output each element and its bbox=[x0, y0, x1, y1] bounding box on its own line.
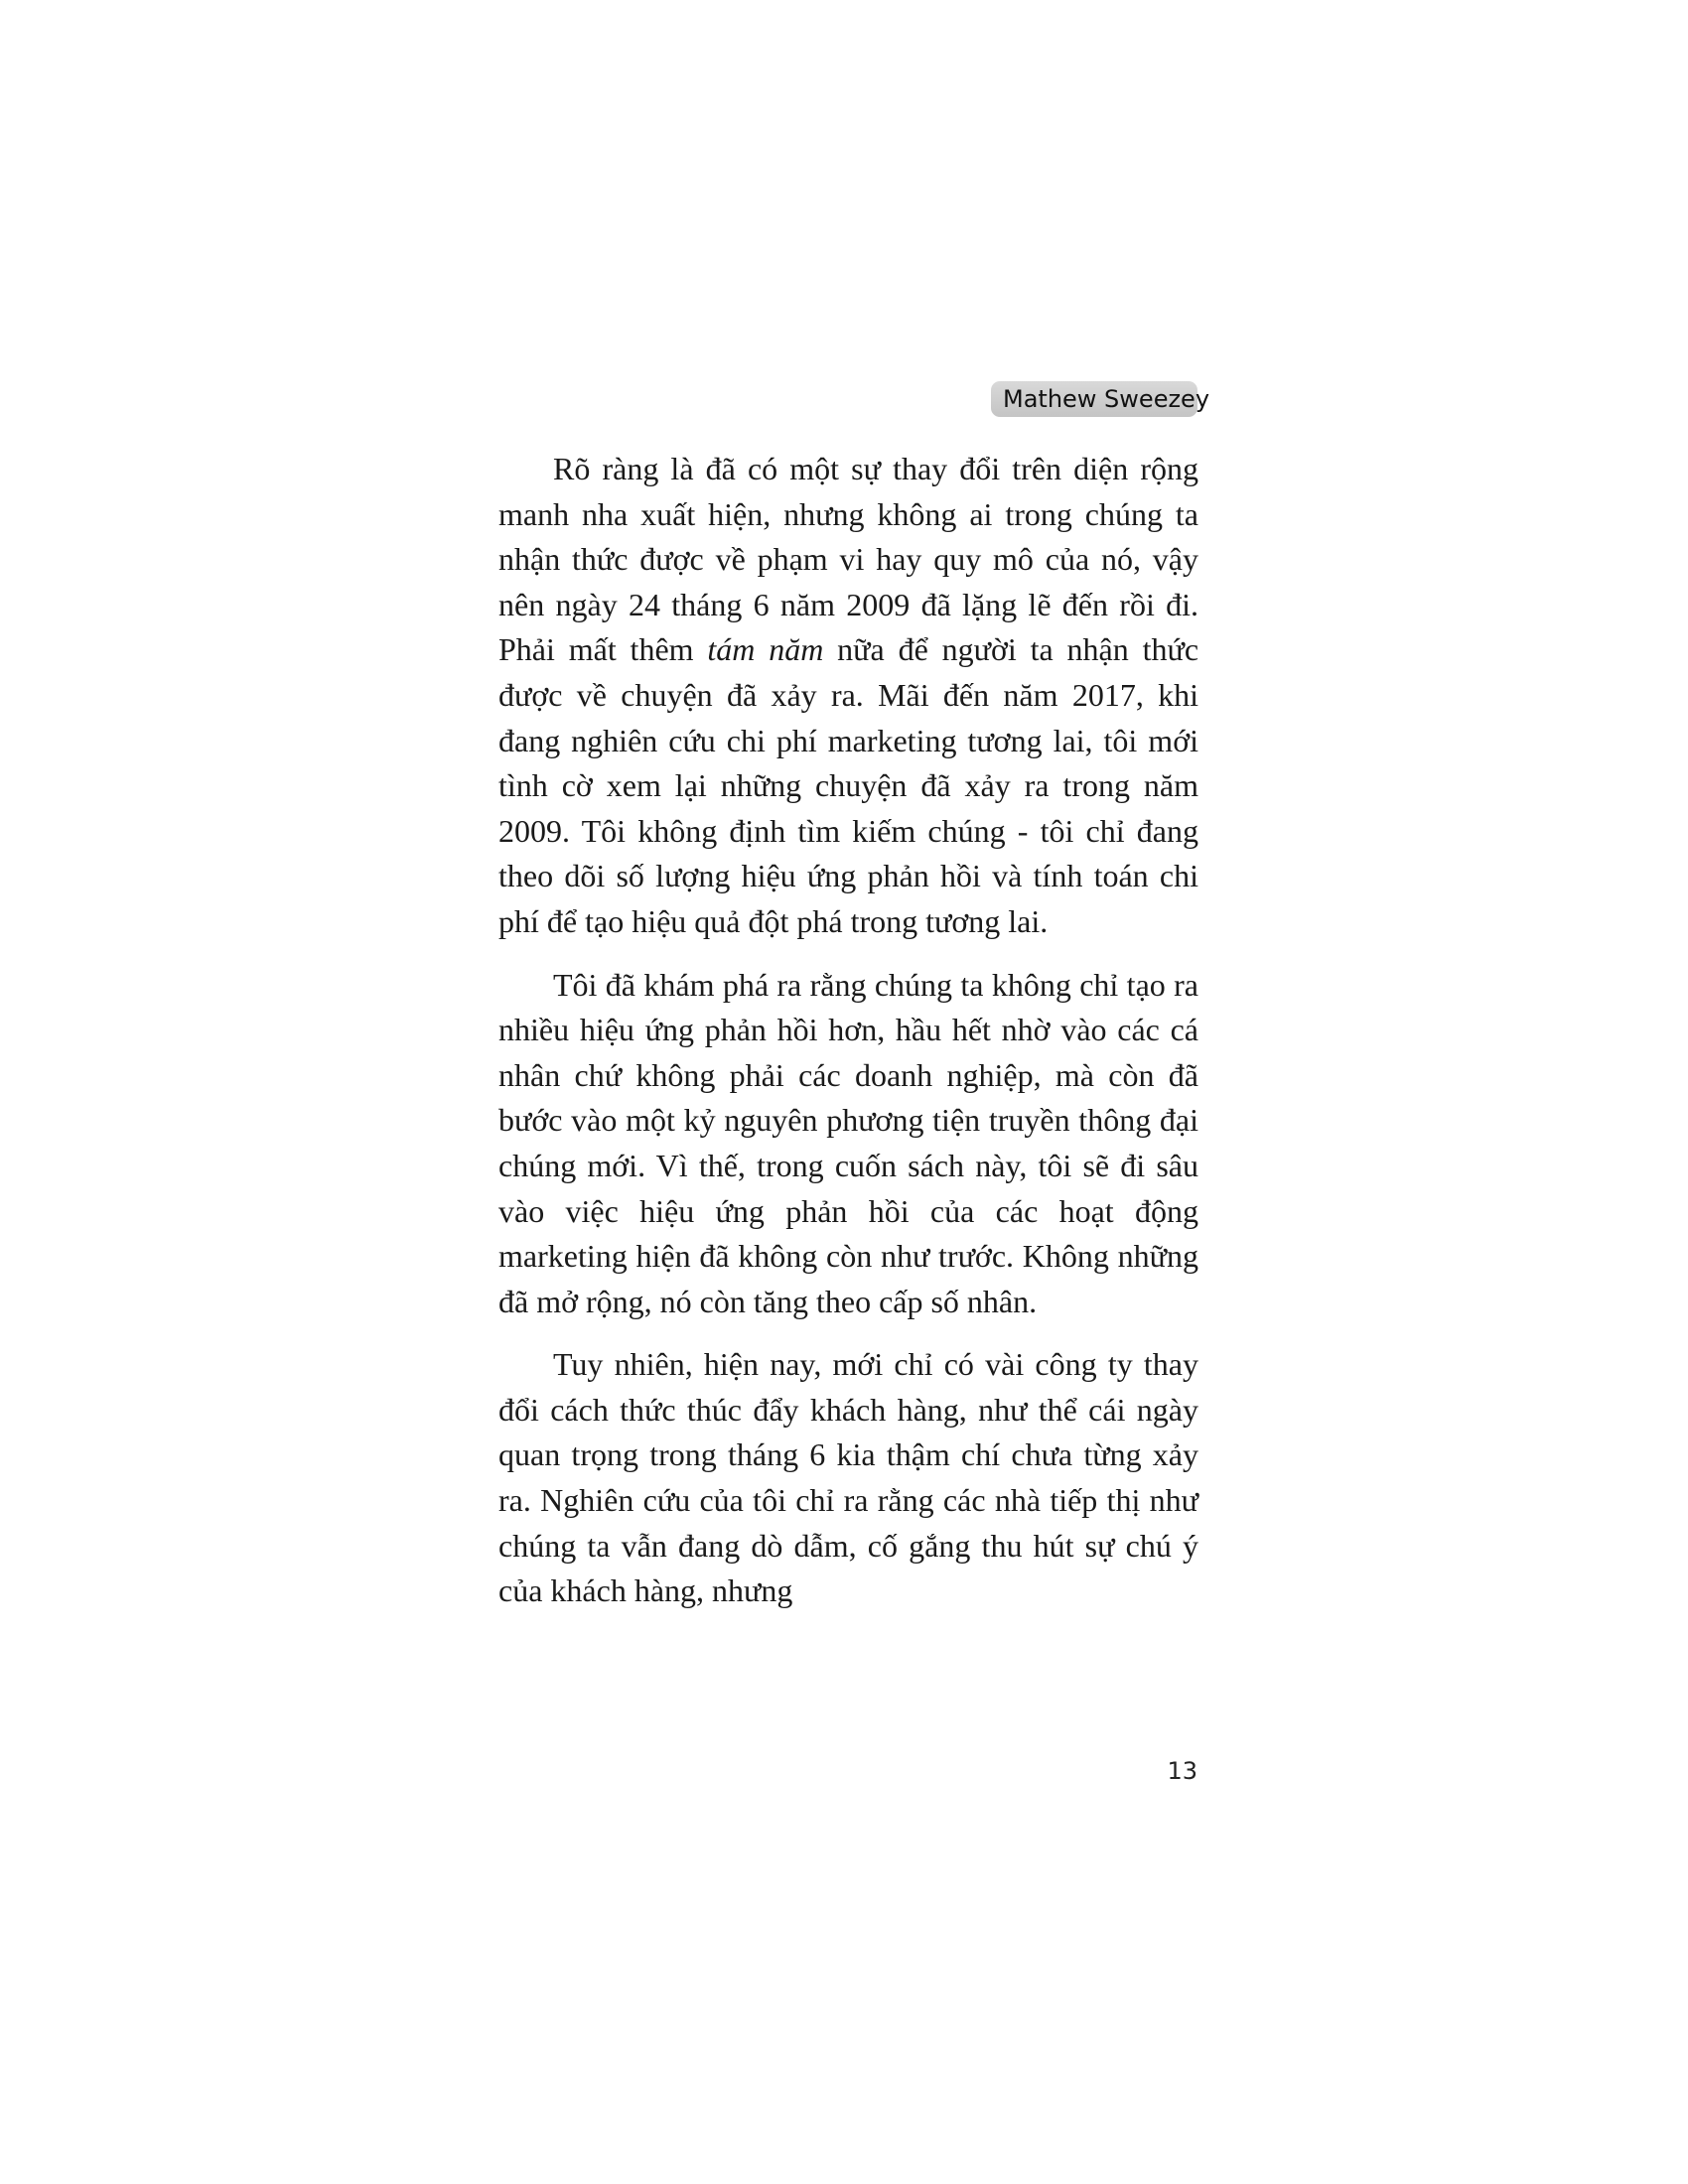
running-header-author: Mathew Sweezey bbox=[991, 381, 1197, 417]
paragraph: Tôi đã khám phá ra rằng chúng ta không chỉ tạo ra nhiều hiệu ứng phản hồi hơn, hầu hết nhờ vào các cá nhân chứ không phải các doanh nghiệp, mà còn đã bước vào một kỷ nguyên phương tiện truyền thông đại chúng mới. Vì thế, trong cuốn sách này, tôi sẽ đi sâu vào việc hiệu ứng phản hồi của các hoạt động marketing hiện đã không còn như trước. Không những đã mở rộng, nó còn tăng theo cấp số nhân. bbox=[498, 966, 1198, 1319]
paragraph-text: Rõ ràng là đã có một sự thay đổi trên diện rộng manh nha xuất hiện, nhưng không ai trong chúng ta nhận thức được về phạm vi hay quy mô của nó, vậy nên ngày 24 tháng 6 năm 2009 đã lặng lẽ đến rồi đi. Phải mất thêm bbox=[498, 451, 1198, 668]
page-number: 13 bbox=[1167, 1757, 1197, 1785]
body-text bbox=[498, 447, 1198, 1632]
paragraph-text: nữa để người ta nhận thức được về chuyện đã xảy ra. Mãi đến năm 2017, khi đang nghiên cứu chi phí marketing tương lai, tôi mới tình cờ xem lại những chuyện đã xảy ra trong năm 2009. Tôi không định tìm kiếm chúng - tôi chỉ đang theo dõi số lượng hiệu ứng phản hồi và tính toán chi phí để tạo hiệu quả đột phá trong tương lai. bbox=[498, 631, 1199, 939]
paragraph: Tuy nhiên, hiện nay, mới chỉ có vài công ty thay đổi cách thức thúc đẩy khách hàng, như thể cái ngày quan trọng trong tháng 6 kia thậm chí chưa từng xảy ra. Nghiên cứu của tôi chỉ ra rằng các nhà tiếp thị như chúng ta vẫn đang dò dẫm, cố gắng thu hút sự chú ý của khách hàng, nhưng bbox=[498, 1346, 1198, 1609]
paragraph bbox=[498, 447, 1198, 945]
emphasized-text: tám năm bbox=[707, 631, 824, 668]
